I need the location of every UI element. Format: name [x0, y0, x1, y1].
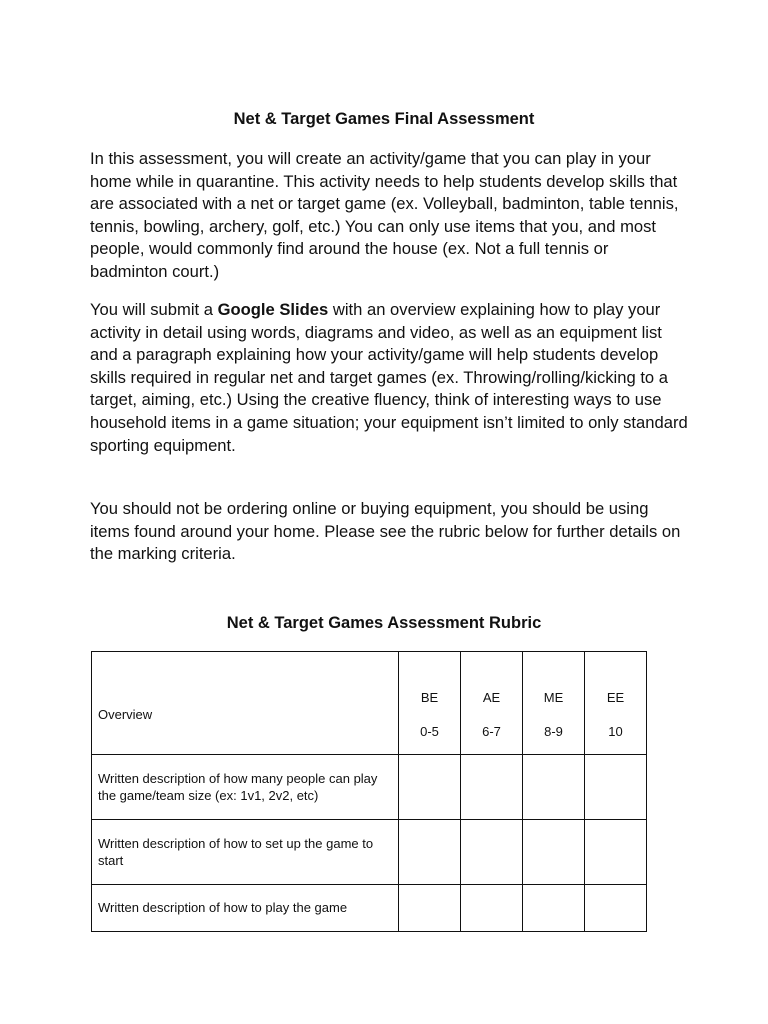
rubric-header-overview: Overview	[92, 652, 399, 755]
submission-text-start: You will submit a	[90, 300, 218, 319]
equipment-note-paragraph: You should not be ordering online or buying equipment, you should be using items found around your home. Please see the rubric below for further details on the marking criteria.	[90, 499, 681, 564]
level-ae	[461, 652, 523, 755]
score-cell	[523, 820, 585, 885]
criterion-text: Written description of how to play the game	[92, 885, 399, 932]
score-cell	[399, 820, 461, 885]
score-cell	[461, 885, 523, 932]
level-be	[399, 652, 461, 755]
level-code: ME	[543, 689, 564, 705]
criterion-text: Written description of how many people can play the game/team size (ex: 1v1, 2v2, etc)	[92, 755, 399, 820]
level-range: 0-5	[420, 723, 439, 739]
submission-paragraph	[90, 299, 690, 457]
google-slides-emphasis: Google Slides	[217, 300, 329, 319]
level-code: BE	[420, 689, 439, 705]
score-cell	[461, 820, 523, 885]
score-cell	[523, 755, 585, 820]
rubric-criterion-row	[92, 885, 647, 932]
score-cell	[585, 885, 647, 932]
score-cell	[585, 820, 647, 885]
rubric-title: Net & Target Games Assessment Rubric	[226, 614, 542, 632]
score-cell	[585, 755, 647, 820]
score-cell	[399, 885, 461, 932]
criterion-text: Written description of how to set up the game to start	[92, 820, 399, 885]
rubric-header-row	[92, 652, 647, 755]
rubric-criterion-row	[92, 820, 647, 885]
document-title: Net & Target Games Final Assessment	[233, 110, 535, 128]
level-range: 8-9	[544, 723, 563, 739]
level-range: 10	[608, 723, 623, 739]
intro-paragraph: In this assessment, you will create an activity/game that you can play in your home while in quarantine. This activity needs to help students develop skills that are associated with a net or target game (ex. Volleyball, badminton, table tennis, tennis, bowling, archery, golf, etc.) You can only use items that you, and most people, would commonly find around the house (ex. Not a full tennis or badminton court.)	[90, 149, 679, 281]
score-cell	[461, 755, 523, 820]
score-cell	[399, 755, 461, 820]
level-code: EE	[606, 689, 625, 705]
level-me	[523, 652, 585, 755]
score-cell	[523, 885, 585, 932]
level-code: AE	[482, 689, 501, 705]
level-range: 6-7	[482, 723, 501, 739]
level-ee	[585, 652, 647, 755]
rubric-criterion-row	[92, 755, 647, 820]
rubric-table	[91, 651, 647, 932]
submission-text-end: with an overview explaining how to play your activity in detail using words, diagrams and video, as well as an equipment list and a paragraph explaining how your activity/game will help students develop skills required in regular net and target games (ex. Throwing/rolling/kicking to a target, aiming, etc.) Using the creative fluency, think of interesting ways to use household items in a game situation; your equipment isn’t limited to only standard sporting equipment.	[90, 300, 688, 455]
